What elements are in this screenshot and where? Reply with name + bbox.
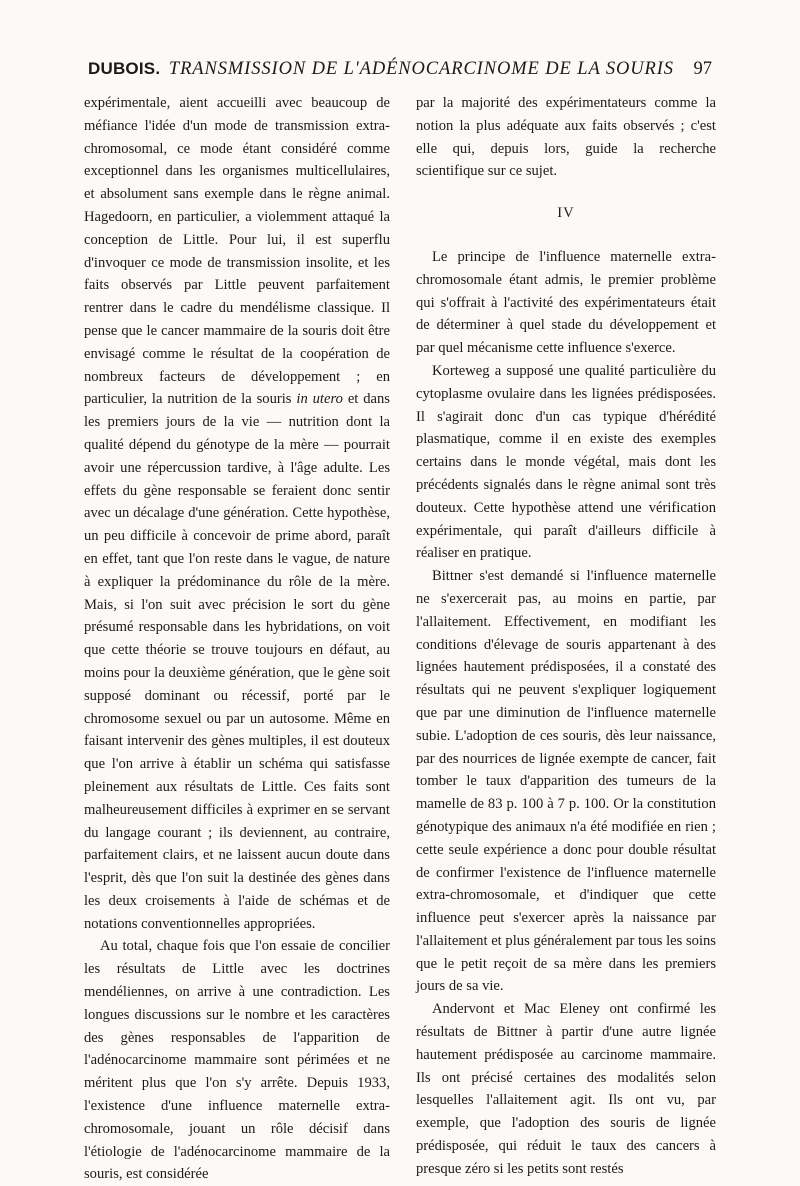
header-author: DUBOIS. [88, 59, 161, 78]
left-paragraph-2: Au total, chaque fois que l'on essaie de concilier les résultats de Little avec les doctrines mendéliennes, on arrive à une contradiction. Les longues discussions sur le nombre et les caractères des gènes responsables de l'apparition de l'adénocarcinome mammaire sont périmées et ne méritent plus que l'on s'y arrête. Depuis 1933, l'existence d'une influence maternelle extra-chromosomale, jouant un rôle décisif dans l'étiologie de l'adénocarcinome mammaire de la souris, est considérée [84, 938, 390, 1183]
header-title: TRANSMISSION DE L'ADÉNOCARCINOME DE LA SOURIS [168, 59, 674, 79]
right-column [416, 92, 716, 1181]
section-heading: IV [557, 205, 575, 222]
left-column [84, 92, 390, 1186]
left-paragraph-1 [84, 92, 390, 935]
page-number: 97 [693, 59, 712, 79]
right-paragraph-0: par la majorité des expérimentateurs comme la notion la plus adéquate aux faits observés ; c'est elle qui, depuis lors, guide la recherche scientifique sur ce sujet. [416, 95, 716, 180]
left-paragraph-1-text: expérimentale, aient accueilli avec beaucoup de méfiance l'idée d'un mode de transmission extra-chromosomal, ce mode étant considéré comme exceptionnel dans les organismes multicellulaires, et absolument sans exemple dans le règne animal. Hagedoorn, en particulier, a violemment attaqué la conception de Little. Pour lui, il est superflu d'invoquer ce mode de transmission insolite, et les faits observés par Little peuvent parfaitement rentrer dans le cadre du mendélisme classique. Il pense que le cancer mammaire de la souris doit être envisagé comme le résultat de la coopération de nombreux facteurs de développement ; en particulier, la nutrition de la souris [84, 95, 390, 408]
right-paragraph-3: Bittner s'est demandé si l'influence maternelle ne s'exercerait pas, au moins en partie, par l'allaitement. Effectivement, en modifiant les conditions d'élevage de souris appartenant à des lignées hautement prédisposées, il a constaté des résultats qui ne peuvent s'expliquer logiquement que par une diminution de l'influence maternelle subie. L'adoption de ces souris, dès leur naissance, par des nourrices de lignée exempte de cancer, fait tomber le taux d'apparition des tumeurs de la mamelle de 83 p. 100 à 7 p. 100. Or la constitution génotypique des animaux n'a été modifiée en rien ; cette seule expérience a donc pour double résultat de confirmer l'existence de l'influence maternelle extra-chromosomale, et d'indiquer que cette influence peut s'exercer après la naissance par l'allaitement et plus généralement par tous les soins que le petit reçoit de sa mère dans les premiers jours de sa vie. [416, 568, 716, 995]
right-paragraph-1: Le principe de l'influence maternelle extra-chromosomale étant admis, le premier problème qui s'offrait à l'activité des expérimentateurs était de déterminer à quel stade du développement et par quel mécanisme cette influence s'exerce. [416, 248, 716, 357]
right-paragraph-2: Korteweg a supposé une qualité particulière du cytoplasme ovulaire dans les lignées prédisposées. Il s'agirait donc d'un cas typique d'hérédité plasmatique, comme il en existe des exemples certains dans le monde végétal, mais dont les précédents signalés dans le règne animal sont très douteux. Cette hypothèse attend une vérification expérimentale, qui paraît d'ailleurs difficile à réaliser en pratique. [416, 362, 716, 562]
left-paragraph-1-italic: in utero [296, 391, 343, 408]
running-header [88, 56, 712, 82]
right-paragraph-4: Andervont et Mac Eleney ont confirmé les résultats de Bittner à partir d'une autre lignée hautement prédisposée au carcinome mammaire. Ils ont précisé certaines des modalités selon lesquelles l'allaitement agit. Ils ont vu, par exemple, que l'adoption des souris de lignée prédisposée, qui réduit le taux des cancers à presque zéro si les petits sont restés [416, 1001, 716, 1177]
left-paragraph-1-rest: et dans les premiers jours de la vie — nutrition dont la qualité dépend du génotype de la mère — pourrait avoir une répercussion tardive, à l'âge adulte. Les effets du gène responsable se feraient donc sentir avec un décalage d'une génération. Cette hypothèse, un peu difficile à concevoir de prime abord, paraît en effet, tant que l'on reste dans le vague, de nature à expliquer la prédominance du rôle de la mère. Mais, si l'on suit avec précision le sort du gène présumé responsable dans les hybridations, on voit que cette théorie se trouve toujours en défaut, au moins pour la deuxième génération, que le gène soit supposé dominant ou récessif, porté par le chromosome sexuel ou par un autosome. Même en faisant intervenir des gènes multiples, il est douteux que l'on arrive à établir un schéma qui satisfasse pleinement aux résultats de Little. Ces faits sont malheureusement difficiles à exprimer en se servant du langage courant ; ils deviennent, au contraire, parfaitement clairs, et ne laissent aucun doute dans l'esprit, dès que l'on suit la destinée des gènes dans les deux croisements à l'aide de schémas et de notations conventionnelles appropriées. [84, 391, 390, 932]
